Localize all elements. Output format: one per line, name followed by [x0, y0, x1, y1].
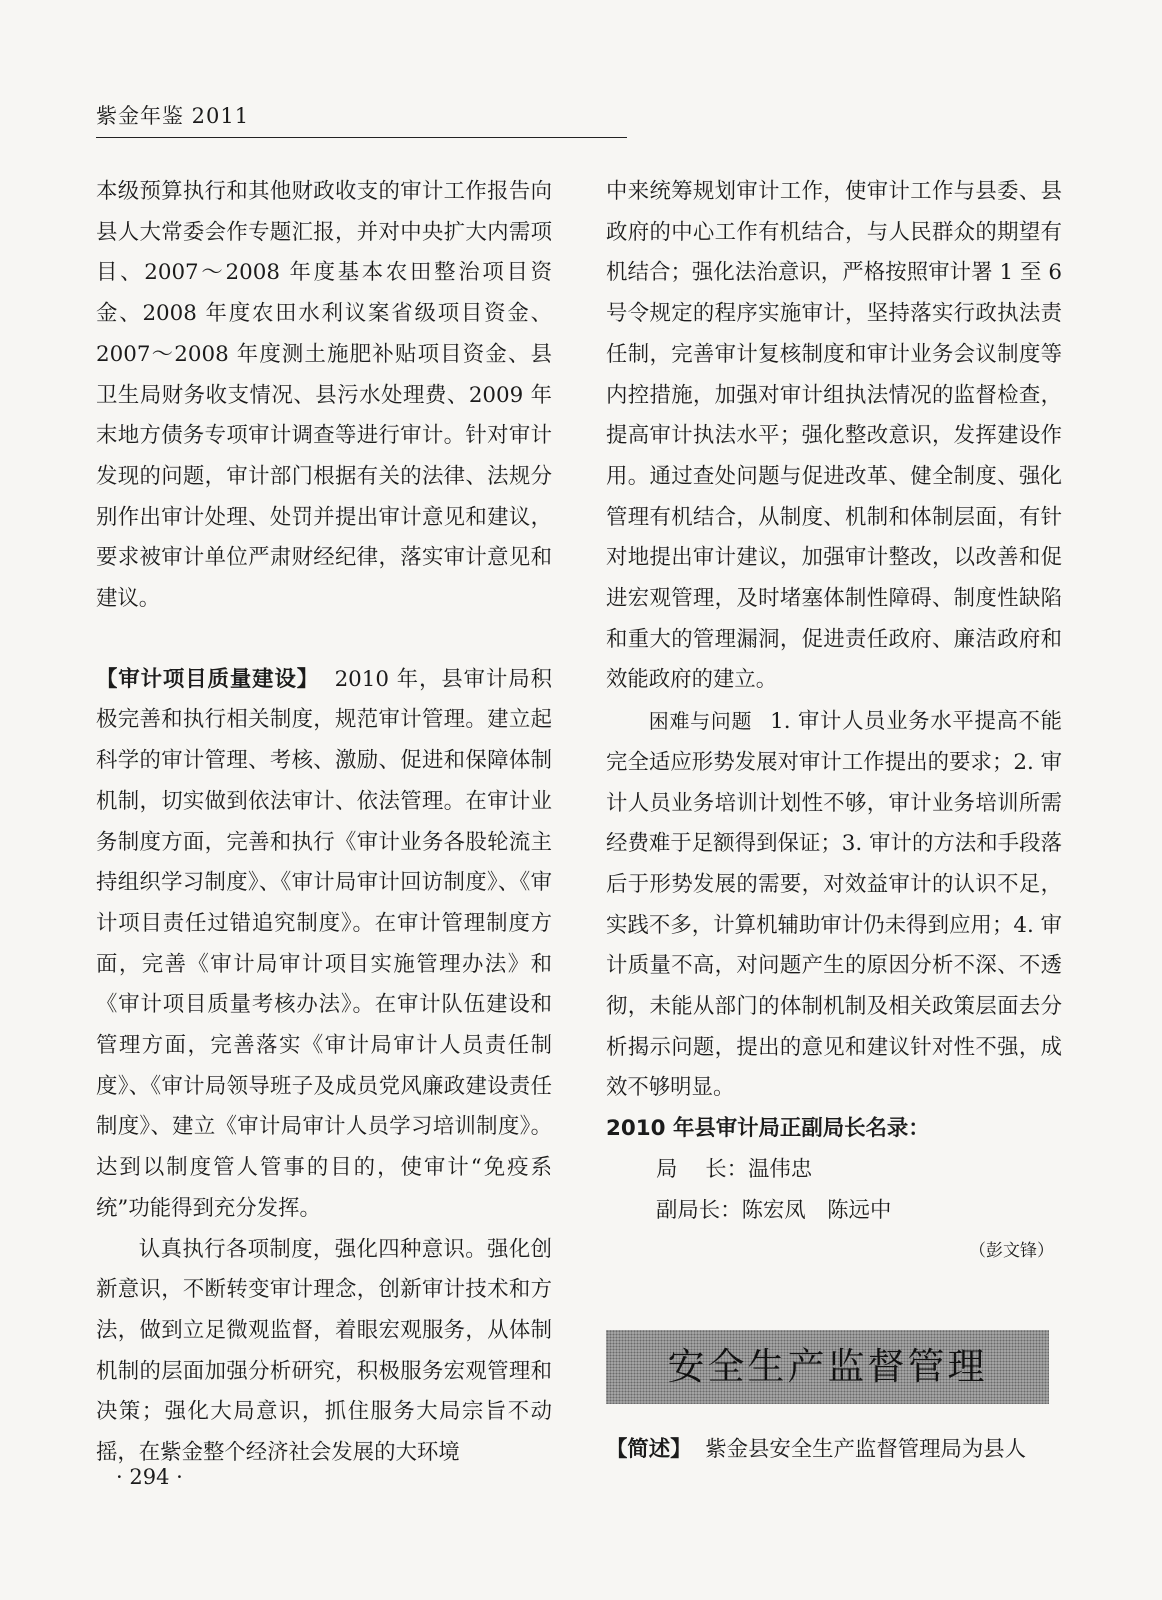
brief-paragraph — [606, 1430, 1062, 1471]
deputy-name-2: 陈远中 — [827, 1197, 892, 1223]
roster-director — [606, 1150, 1062, 1191]
quality-building-paragraph — [96, 660, 552, 1230]
section-banner — [606, 1330, 1049, 1404]
roster-deputy — [606, 1191, 1062, 1232]
page-number: · 294 · — [116, 1465, 183, 1489]
author-signature: （彭文锋） — [969, 1241, 1054, 1262]
audit-results-paragraph: 本级预算执行和其他财政收支的审计工作报告向县人大常委会作专题汇报，并对中央扩大内需项目、2007～2008 年度基本农田整治项目资金、2008 年度农田水利议案省级项目资金、2007～2008 年度测土施肥补贴项目资金、县卫生局财务收支情况、县污水处理费、2009 年末地方债务专项审计调查等进行审计。针对审计发现的问题，审计部门根据有关的法律、法规分别作出审计处理、处罚并提出审计意见和建议，要求被审计单位严肃财经纪律，落实审计意见和建议。 — [96, 179, 552, 612]
director-title-b: 长： — [705, 1156, 749, 1182]
difficulties-text: 1. 审计人员业务水平提高不能完全适应形势发展对审计工作提出的要求；2. 审计人员业务培训计划性不够，审计业务培训所需经费难于足额得到保证；3. 审计的方法和手段落后于形势发展的需要，对效益审计的认识不足，实践不多，计算机辅助审计仍未得到应用；4. 审计质量不高，对问题产生的原因分析不深、不透彻，未能从部门的体制机制及相关政策层面去分析揭示问题，提出的意见和建议针对性不强，成效不够明显。 — [606, 709, 1062, 1101]
section-heading: 【审计项目质量建设】 — [96, 666, 320, 692]
quality-building-text: 2010 年，县审计局积极完善和执行相关制度，规范审计管理。建立起科学的审计管理、考核、激励、促进和保障体制机制，切实做到依法审计、依法管理。在审计业务制度方面，完善和执行《审计业务各股轮流主持组织学习制度》、《审计局审计回访制度》、《审计项目责任过错追究制度》。在审计管理制度方面，完善《审计局审计项目实施管理办法》和《审计项目质量考核办法》。在审计队伍建设和管理方面，完善落实《审计局审计人员责任制度》、《审计局领导班子及成员党风廉政建设责任制度》、建立《审计局审计人员学习培训制度》。达到以制度管人管事的目的，使审计“免疫系统”功能得到充分发挥。 — [96, 666, 552, 1221]
brief-text: 紫金县安全生产监督管理局为县人 — [705, 1436, 1027, 1462]
section-gap — [96, 620, 552, 660]
deputy-name-1: 陈宏凤 — [741, 1197, 806, 1223]
left-column — [96, 172, 552, 1474]
brief-heading: 【简述】 — [606, 1436, 692, 1462]
roster-title: 2010 年县审计局正副局长名录： — [606, 1116, 930, 1142]
continued-paragraph: 中来统筹规划审计工作，使审计工作与县委、县政府的中心工作有机结合，与人民群众的期望有机结合；强化法治意识，严格按照审计署 1 至 6 号令规定的程序实施审计，坚持落实行政执法责任制，完善审计复核制度和审计业务会议制度等内控措施，加强对审计组执法情况的监督检查，提高审计执法水平；强化整改意识，发挥建设作用。通过查处问题与促进改革、健全制度、强化管理有机结合，从制度、机制和体制层面，有针对地提出审计建议，加强审计整改，以改善和促进宏观管理，及时堵塞体制性障碍、制度性缺陷和重大的管理漏洞，促进责任政府、廉洁政府和效能政府的建立。 — [606, 179, 1062, 693]
difficulties-paragraph — [606, 701, 1062, 1109]
deputy-title: 副局长： — [656, 1197, 742, 1223]
four-awareness-paragraph: 认真执行各项制度，强化四种意识。强化创新意识，不断转变审计理念，创新审计技术和方法，做到立足微观监督，着眼宏观服务，从体制机制的层面加强分析研究，积极服务宏观管理和决策；强化大局意识，抓住服务大局宗旨不动摇，在紫金整个经济社会发展的大环境 — [96, 1236, 552, 1466]
director-name: 温伟忠 — [748, 1156, 813, 1182]
difficulties-label: 困难与问题 — [648, 709, 753, 734]
right-column — [606, 172, 1062, 1471]
running-header: 紫金年鉴 2011 — [96, 104, 250, 128]
header-rule — [96, 137, 627, 138]
director-title-a: 局 — [656, 1156, 678, 1182]
section-banner-title: 安全生产监督管理 — [667, 1344, 988, 1388]
